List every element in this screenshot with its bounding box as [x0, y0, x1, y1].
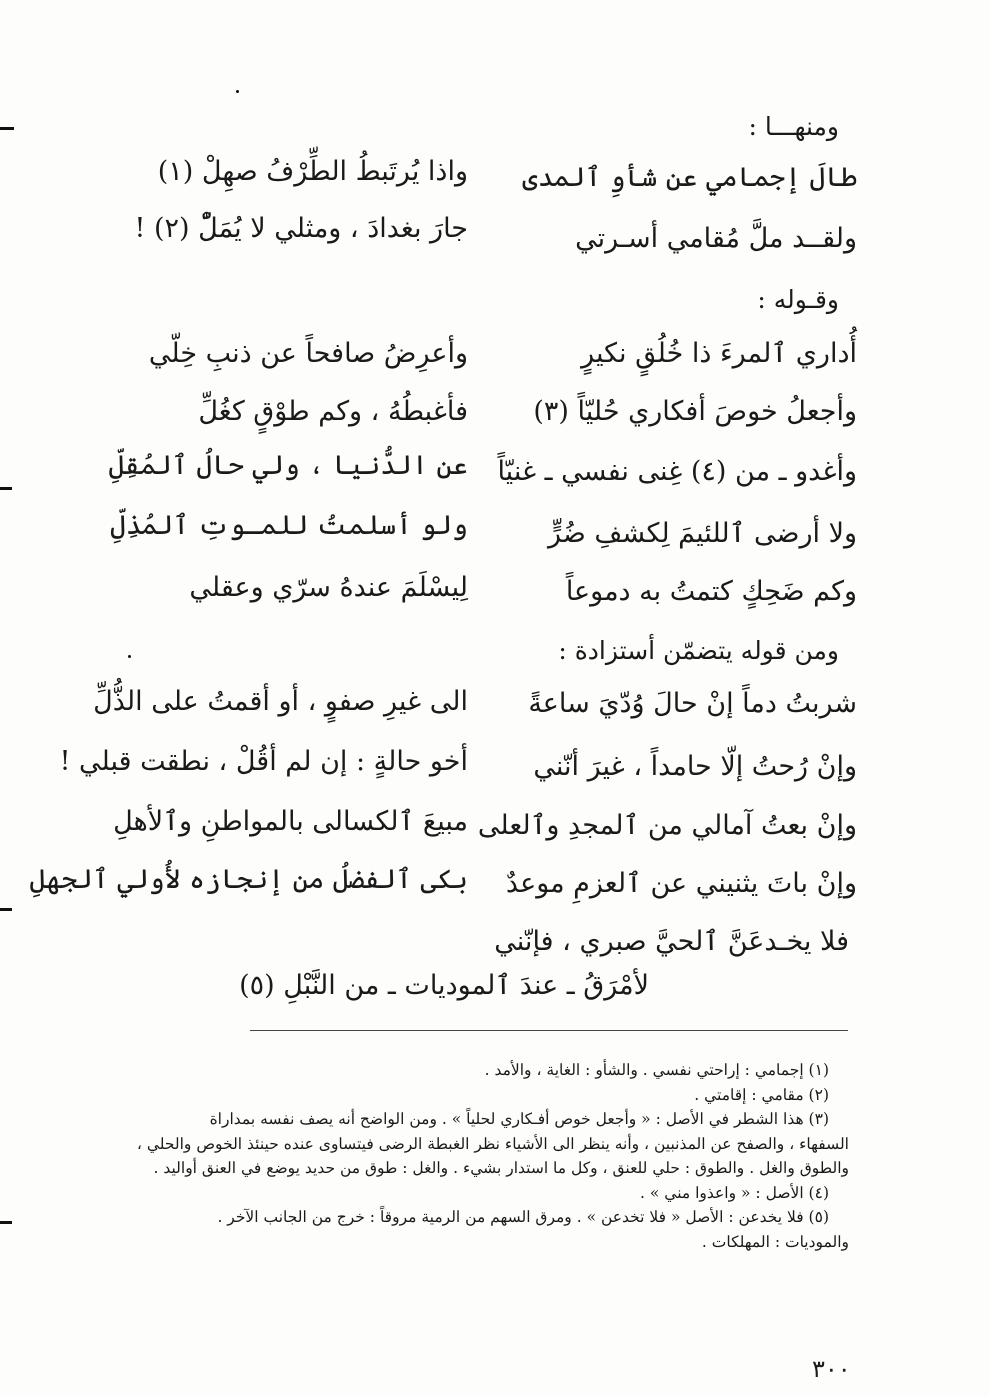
verse-4-second-hemistich: فأغبطُهُ ، وكم طوْقٍ كغُلِّ	[198, 396, 468, 427]
verse-7-first-hemistich: وكم ضَحِكٍ كتمتُ به دموعاً	[565, 576, 857, 607]
verse-2-first-hemistich: ولقــد ملَّ مُقامي أسـرتي	[575, 223, 857, 254]
section-heading-1: ومنهـــا :	[748, 112, 839, 141]
section-heading-3: ومن قوله يتضمّن أستزادة :	[558, 636, 839, 665]
verse-4-first-hemistich: وأجعلُ خوصَ أفكاري حُليّاً (٣)	[533, 396, 857, 427]
verse-8-first-hemistich: شربتُ دماً إنْ حالَ وُدّيَ ساعةً	[528, 688, 857, 719]
verse-11-second-hemistich: بكى ٱلفضلُ من إنجازه لأُولي ٱلجهلِ	[29, 864, 468, 895]
verse-5-second-hemistich: عن الدُّنيا ، ولي حالُ ٱلمُقِلِّ	[108, 450, 468, 481]
verse-5-first-hemistich: وأغدو ـ من (٤) غِنى نفسي ـ غنيّاً	[497, 456, 857, 487]
verse-2-second-hemistich: جارَ بغدادَ ، ومثلي لا يُمَلّْ (٢) !	[134, 213, 468, 244]
verse-10-first-hemistich: وإنْ بعتُ آمالي من ٱلمجدِ وٱلعلى	[477, 810, 857, 841]
verse-3-first-hemistich: أُداري ٱلمرءَ ذا خُلُقٍ نكيرٍ	[581, 338, 857, 369]
footnotes	[124, 1058, 849, 1254]
verse-3-second-hemistich: وأعرِضُ صافحاً عن ذنبِ خِلّي	[148, 338, 468, 369]
footnote-line: (٢) مقامي : إقامتي .	[694, 1085, 829, 1104]
verse-1-second-hemistich: واذا يُرتَبطُ الطِّرْفُ صهِلْ (١)	[157, 156, 468, 187]
footnote-separator	[250, 1030, 848, 1031]
scan-mark-3	[0, 908, 12, 911]
verse-9-first-hemistich: وإنْ رُحتُ إلّا حامداً ، غيرَ أنّني	[533, 751, 857, 782]
verse-12-first-hemistich: فلا يخـدعَنَّ ٱلحيَّ صبري ، فإنّني	[494, 926, 849, 957]
verse-10-second-hemistich: مبيعَ ٱلكسالى بالمواطنِ وٱلأهلِ	[113, 806, 468, 837]
verse-1-first-hemistich: طالَ إجمامي عن شأوِ ٱلمدى	[522, 162, 857, 193]
verse-6-first-hemistich: ولا أرضى ٱللئيمَ لِكشفِ ضُرٍّ	[548, 518, 857, 549]
scan-mark-1	[0, 127, 14, 130]
footnote-line: والطوق والغل . والطوق : حلي للعنق ، وكل ما استدار بشيء . والغل : طوق من حديد يوضع في العنق أواليد .	[153, 1159, 849, 1177]
verse-11-first-hemistich: وإنْ باتَ يثنيني عن ٱلعزمِ موعدٌ	[505, 868, 857, 899]
verse-12-second-hemistich: لأمْرَقُ ـ عندَ ٱلموديات ـ من النَّبْلِ (٥)	[239, 970, 649, 1001]
verse-7-second-hemistich: لِيسْلَمَ عندهُ سرّي وعقلي	[189, 572, 468, 603]
verse-9-second-hemistich: أخو حالةٍ : إن لم أقُلْ ، نطقت قبلي !	[59, 746, 468, 777]
footnote-line: (٣) هذا الشطر في الأصل : « وأجعل خوص أفـكاري لحلياً » . ومن الواضح أنه يصف نفسه بمداراة	[209, 1110, 829, 1128]
scan-mark-2	[0, 487, 12, 490]
section-heading-2: وقـوله :	[757, 285, 839, 314]
footnote-line: (٥) فلا يخدعن : الأصل « فلا تخدعن » . ومرق السهم من الرمية مروقاً : خرج من الجانب الآخر .	[217, 1208, 829, 1226]
page-number: ٣٠٠	[812, 1355, 851, 1383]
verse-8-second-hemistich: الى غيرِ صفوٍ ، أو أقمتُ على الذُّلِّ	[93, 686, 468, 717]
footnote-line: السفهاء ، والصفح عن المذنبين ، وأنه ينظر الى الأشياء نظر الغبطة الرضى فيتساوى عنده حينئذ الخوص والحلي ،	[136, 1134, 849, 1153]
footnote-line: (٤) الأصل : « واعذوا مني » .	[640, 1183, 829, 1202]
speck-2	[128, 655, 131, 658]
footnote-line: والموديات : المهلكات .	[701, 1232, 849, 1251]
verse-6-second-hemistich: ولو أسلمتُ للمـوتِ ٱلمُذِلِّ	[110, 510, 468, 541]
speck-1	[236, 90, 239, 93]
scan-mark-4	[0, 1221, 12, 1224]
footnote-line: (١) إجمامي : إراحتي نفسي . والشأو : الغاية ، والأمد .	[484, 1061, 829, 1079]
